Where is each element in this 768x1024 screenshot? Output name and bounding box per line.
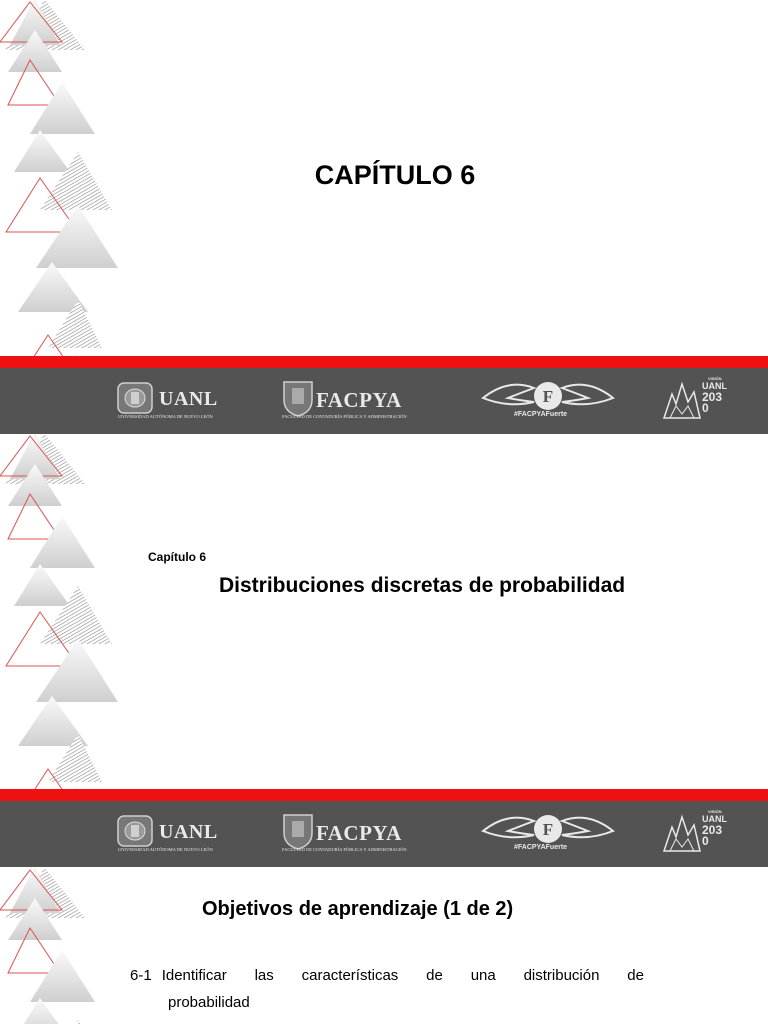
flame-icon xyxy=(660,378,704,422)
uanl-logo: UANL UNIVERSIDAD AUTÓNOMA DE NUEVO LEÓN xyxy=(116,801,236,867)
objective-text-line1: Identificar las características de una distribución de xyxy=(161,967,644,984)
slide-title: CAPÍTULO 6 xyxy=(314,160,476,190)
slide-1 xyxy=(0,0,768,434)
facpya-fuerte-logo: F #FACPYAFuerte xyxy=(478,801,618,867)
uanl-logo: UANL UNIVERSIDAD AUTÓNOMA DE NUEVO LEÓN xyxy=(116,368,236,434)
winged-f-icon xyxy=(478,372,618,416)
decorative-triangles xyxy=(0,868,130,1024)
decorative-triangles xyxy=(0,0,130,400)
chapter-title: Distribuciones discretas de probabilidad xyxy=(219,574,626,597)
objective-number: 6-1 xyxy=(130,967,152,984)
slide-3 xyxy=(0,868,768,1024)
chapter-label: Capítulo 6 xyxy=(148,550,207,564)
decorative-triangles xyxy=(0,434,130,834)
logo-footer xyxy=(0,789,768,867)
svg-text:F: F xyxy=(542,820,554,839)
facpya-fuerte-logo: F #FACPYAFuerte xyxy=(478,368,618,434)
objective-item xyxy=(130,962,644,1016)
facpya-crest-icon xyxy=(280,378,316,418)
facpya-logo: FACPYA FACULTAD DE CONTADURÍA PÚBLICA Y ADMINISTRACIÓN xyxy=(280,368,440,434)
logo-footer xyxy=(0,356,768,434)
objective-text-line2: probabilidad xyxy=(168,994,250,1011)
svg-text:F: F xyxy=(542,387,554,406)
facpya-crest-icon xyxy=(280,811,316,851)
red-stripe xyxy=(0,789,768,801)
vision-2030-logo: VISIÓN UANL 2030 xyxy=(658,801,730,867)
slide-2 xyxy=(0,434,768,868)
winged-f-icon xyxy=(478,805,618,849)
flame-icon xyxy=(660,811,704,855)
objectives-title: Objetivos de aprendizaje (1 de 2) xyxy=(202,898,514,920)
facpya-logo: FACPYA FACULTAD DE CONTADURÍA PÚBLICA Y ADMINISTRACIÓN xyxy=(280,801,440,867)
vision-2030-logo: VISIÓN UANL 2030 xyxy=(658,368,730,434)
red-stripe xyxy=(0,356,768,368)
